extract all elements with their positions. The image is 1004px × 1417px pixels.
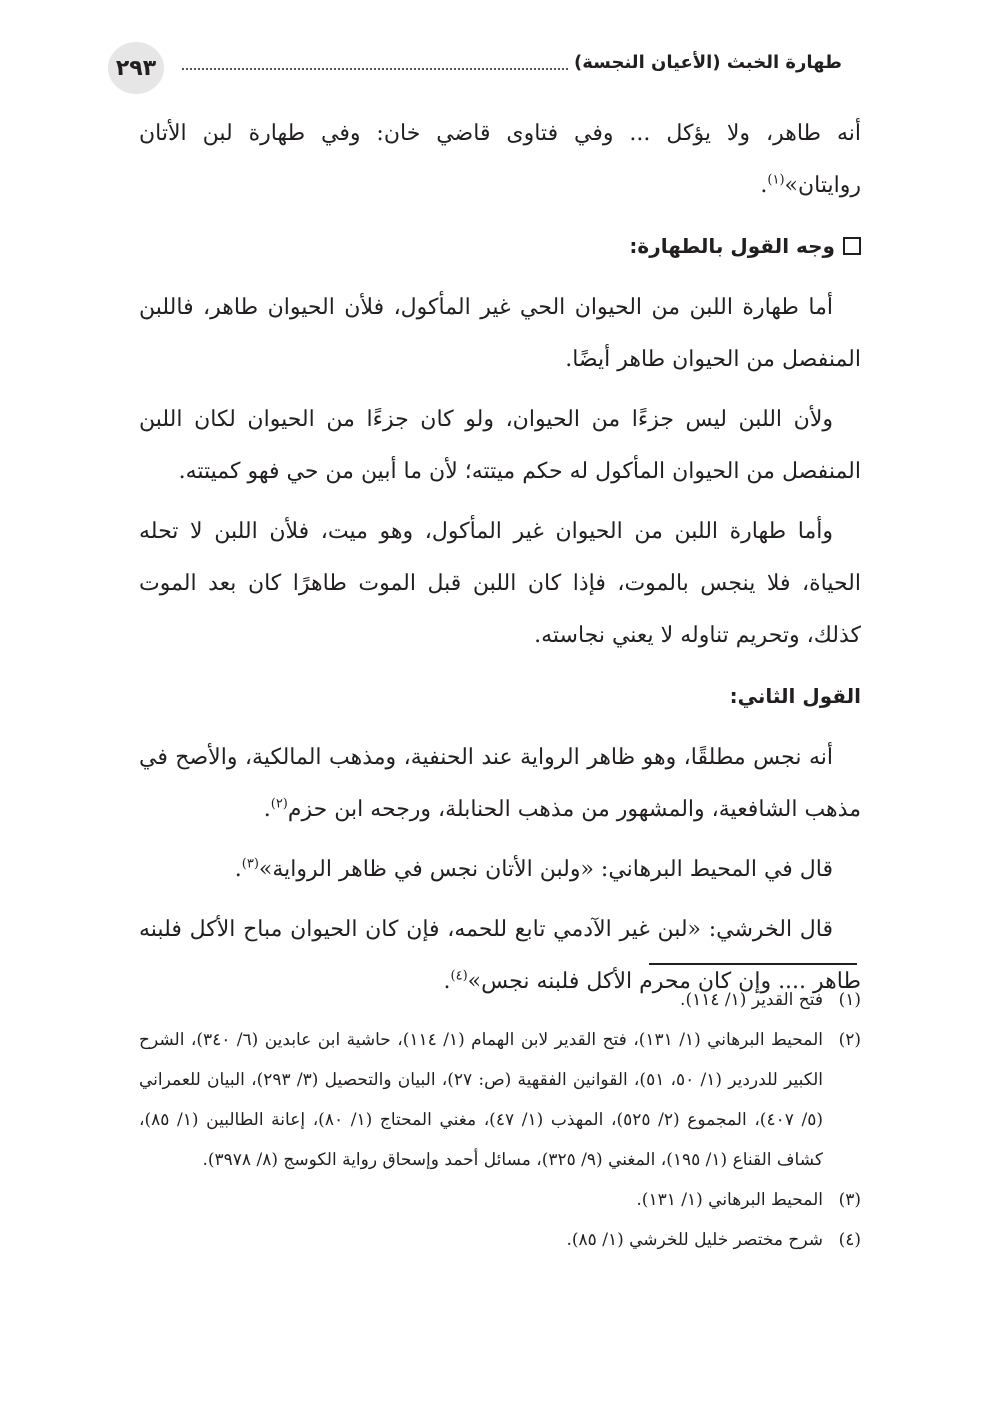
- paragraph-1: أنه طاهر، ولا يؤكل ... وفي فتاوى قاضي خان: وفي طهارة لبن الأتان روايتان»$^{(١)}$.: [139, 121, 861, 198]
- paragraph-5: أنه نجس مطلقًا، وهو ظاهر الرواية عند الحنفية، ومذهب المالكية، والأصح في مذهب الشافعية، والمشهور من مذهب الحنابلة، ورجحه ابن حزم$^{(٢)}$.: [139, 745, 861, 822]
- running-head: [182, 52, 842, 73]
- paragraph-6: قال في المحيط البرهاني: «ولبن الأتان نجس في ظاهر الرواية»$^{(٣)}$.: [234, 856, 833, 882]
- footnote-3: [139, 1180, 861, 1220]
- footnote-number: (٤): [838, 1230, 861, 1250]
- square-bullet-icon: [843, 237, 861, 255]
- paragraph-4: وأما طهارة اللبن من الحيوان غير المأكول، وهو ميت، فلأن اللبن لا تحله الحياة، فلا ينجس بالموت، فإذا كان اللبن قبل الموت طاهرًا كان بعد الموت كذلك، وتحريم تناوله لا يعني نجاسته.: [139, 519, 861, 648]
- footnote-2: [139, 1020, 861, 1180]
- footnote-text: المحيط البرهاني (١/ ١٣١).: [636, 1190, 823, 1210]
- footnote-text: فتح القدير (١/ ١١٤).: [680, 990, 823, 1010]
- section-heading-second-opinion: القول الثاني:: [729, 684, 861, 708]
- paragraph-2: أما طهارة اللبن من الحيوان الحي غير المأكول، فلأن الحيوان طاهر، فاللبن المنفصل من الحيوان طاهر أيضًا.: [139, 295, 861, 372]
- paragraph-7: قال الخرشي: «لبن غير الآدمي تابع للحمه، فإن كان الحيوان مباح الأكل فلبنه طاهر .... وإن كان محرم الأكل فلبنه نجس»$^{(٤)}$.: [139, 917, 861, 994]
- page-number: ٢٩٣: [108, 42, 164, 94]
- page-header: [108, 42, 842, 92]
- body-text: [139, 108, 861, 1016]
- footnote-ref-2[interactable]: (٢): [270, 796, 288, 812]
- footnote-ref-1[interactable]: (١): [767, 172, 785, 188]
- running-title: طهارة الخبث (الأعيان النجسة): [574, 52, 842, 73]
- footnote-number: (١): [838, 990, 861, 1010]
- footnote-text: شرح مختصر خليل للخرشي (١/ ٨٥).: [566, 1230, 823, 1250]
- footnotes: [139, 980, 861, 1260]
- footnote-separator: [649, 963, 857, 965]
- footnote-number: (٢): [838, 1030, 861, 1050]
- section-heading-purity: وجه القول بالطهارة:: [139, 220, 861, 272]
- footnote-1: [139, 980, 861, 1020]
- footnote-number: (٣): [838, 1190, 861, 1210]
- paragraph-3: ولأن اللبن ليس جزءًا من الحيوان، ولو كان جزءًا من الحيوان لكان اللبن المنفصل من الحيوان المأكول له حكم ميتته؛ لأن ما أبين من حي فهو كميتته.: [139, 407, 861, 484]
- footnote-ref-3[interactable]: (٣): [241, 856, 259, 872]
- footnote-text: المحيط البرهاني (١/ ١٣١)، فتح القدير لابن الهمام (١/ ١١٤)، حاشية ابن عابدين (٦/ ٣٤٠)، الشرح الكبير للدردير (١/ ٥٠، ٥١)، القوانين الفقهية (ص: ٢٧)، البيان والتحصيل (٣/ ٢٩٣)، البيان للعمراني (٥/ ٤٠٧)، المجموع (٢/ ٥٢٥)، المهذب (١/ ٤٧)، مغني المحتاج (١/ ٨٠)، إعانة الطالبين (١/ ٨٥)، كشاف القناع (١/ ١٩٥)، المغني (٩/ ٣٢٥)، مسائل أحمد وإسحاق رواية الكوسج (٨/ ٣٩٧٨).: [139, 1030, 824, 1170]
- footnote-4: [139, 1220, 861, 1260]
- footnote-ref-4[interactable]: (٤): [450, 968, 468, 984]
- dotted-leader: [182, 68, 568, 70]
